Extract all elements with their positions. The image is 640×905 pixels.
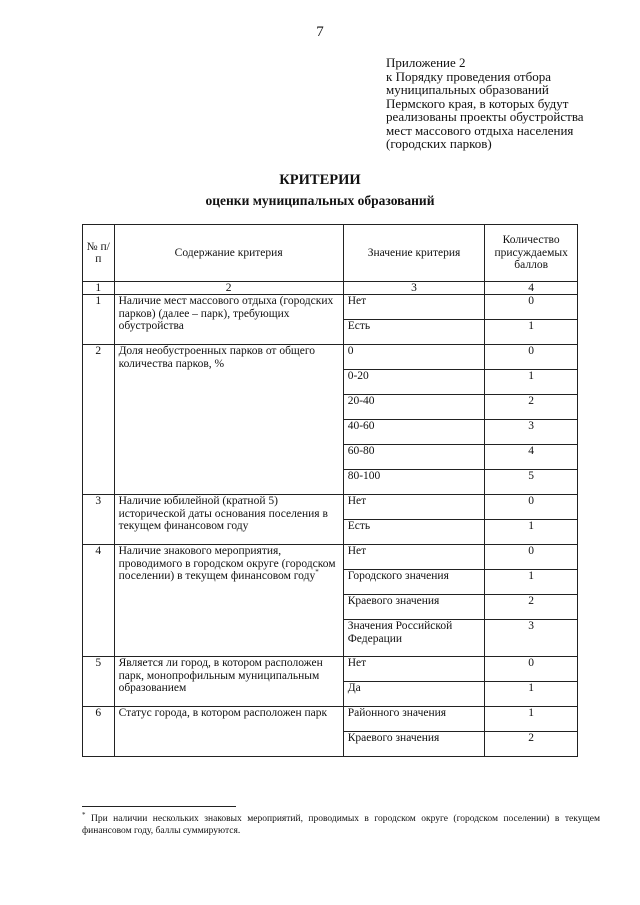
criterion-number: 3: [83, 495, 115, 545]
criterion-value: Краевого значения: [343, 732, 485, 757]
criterion-content: [114, 345, 343, 495]
appendix-text: к Порядку проведения отбора муниципальных образований Пермского края, в которых будут реализованы проекты обустройства мест массового отдыха населения (городских парков): [386, 68, 584, 151]
criterion-score: 0: [485, 495, 578, 520]
column-number-row: [83, 282, 578, 295]
criterion-score: 0: [485, 345, 578, 370]
criterion-value: Районного значения: [343, 707, 485, 732]
column-number: 4: [485, 282, 578, 295]
footnote: [82, 810, 600, 837]
criterion-content-text: Статус города, в котором расположен парк: [118, 707, 328, 719]
criterion-value: 60-80: [343, 445, 485, 470]
appendix-heading: Приложение 2: [386, 55, 466, 70]
header-value: Значение критерия: [343, 225, 485, 282]
table-row: [83, 707, 578, 732]
table-row: [83, 345, 578, 370]
footnote-text: При наличии нескольких знаковых мероприятий, проводимых в городском округе (городском поселении) в текущем финансовом году, баллы суммируются.: [82, 814, 600, 836]
criterion-content-text: Доля необустроенных парков от общего количества парков, %: [118, 345, 316, 370]
footnote-reference: *: [315, 568, 319, 577]
criterion-content: [114, 657, 343, 707]
criterion-number: 1: [83, 295, 115, 345]
column-number: 3: [343, 282, 485, 295]
criterion-score: 0: [485, 295, 578, 320]
criterion-content-text: Наличие знакового мероприятия, проводимого в городском округе (городском поселении) в текущем финансовом году: [118, 545, 336, 582]
criterion-content: [114, 545, 343, 657]
criterion-value: Есть: [343, 520, 485, 545]
criterion-score: 1: [485, 320, 578, 345]
criterion-score: 1: [485, 520, 578, 545]
criterion-number: 2: [83, 345, 115, 495]
criterion-content-text: Наличие мест массового отдыха (городских парков) (далее – парк), требующих обустройства: [118, 295, 334, 332]
page-number: 7: [316, 24, 324, 40]
footnote-divider: [82, 806, 236, 807]
appendix-block: [386, 56, 606, 151]
footnote-marker: *: [82, 810, 86, 819]
criterion-value: 40-60: [343, 420, 485, 445]
document-subtitle: оценки муниципальных образований: [205, 193, 435, 208]
criterion-content-text: Является ли город, в котором расположен парк, монопрофильным муниципальным образованием: [118, 657, 323, 694]
criterion-number: 5: [83, 657, 115, 707]
criterion-value: 20-40: [343, 395, 485, 420]
criterion-score: 4: [485, 445, 578, 470]
column-number: 1: [83, 282, 115, 295]
header-score: Количество присуждаемых баллов: [485, 225, 578, 282]
header-number: № п/п: [83, 225, 115, 282]
criterion-value: Нет: [343, 495, 485, 520]
criterion-score: 2: [485, 595, 578, 620]
criterion-content-text: Наличие юбилейной (кратной 5) исторической даты основания поселения в текущем финансовом году: [118, 495, 328, 532]
criterion-value: 0-20: [343, 370, 485, 395]
criterion-number: 4: [83, 545, 115, 657]
criteria-table-body: [83, 282, 578, 757]
criterion-score: 0: [485, 657, 578, 682]
criterion-value: Нет: [343, 657, 485, 682]
criterion-score: 1: [485, 707, 578, 732]
criterion-value: Нет: [343, 545, 485, 570]
table-row: [83, 545, 578, 570]
criteria-table: [82, 224, 578, 757]
table-header-row: [83, 225, 578, 282]
table-row: [83, 495, 578, 520]
criterion-value: Значения Российской Федерации: [343, 620, 485, 657]
criterion-score: 3: [485, 420, 578, 445]
column-number: 2: [114, 282, 343, 295]
criterion-score: 5: [485, 470, 578, 495]
criterion-score: 0: [485, 545, 578, 570]
table-row: [83, 295, 578, 320]
criterion-value: Городского значения: [343, 570, 485, 595]
criterion-value: Нет: [343, 295, 485, 320]
criterion-content: [114, 495, 343, 545]
criterion-number: 6: [83, 707, 115, 757]
criterion-value: Есть: [343, 320, 485, 345]
criterion-score: 2: [485, 732, 578, 757]
criterion-score: 1: [485, 570, 578, 595]
criterion-content: [114, 707, 343, 757]
criterion-value: Краевого значения: [343, 595, 485, 620]
criterion-score: 1: [485, 682, 578, 707]
criterion-content: [114, 295, 343, 345]
criterion-score: 2: [485, 395, 578, 420]
header-content: Содержание критерия: [114, 225, 343, 282]
criterion-score: 1: [485, 370, 578, 395]
criterion-value: 80-100: [343, 470, 485, 495]
table-row: [83, 657, 578, 682]
criterion-value: 0: [343, 345, 485, 370]
document-title: КРИТЕРИИ: [279, 172, 361, 188]
criterion-score: 3: [485, 620, 578, 657]
criterion-value: Да: [343, 682, 485, 707]
